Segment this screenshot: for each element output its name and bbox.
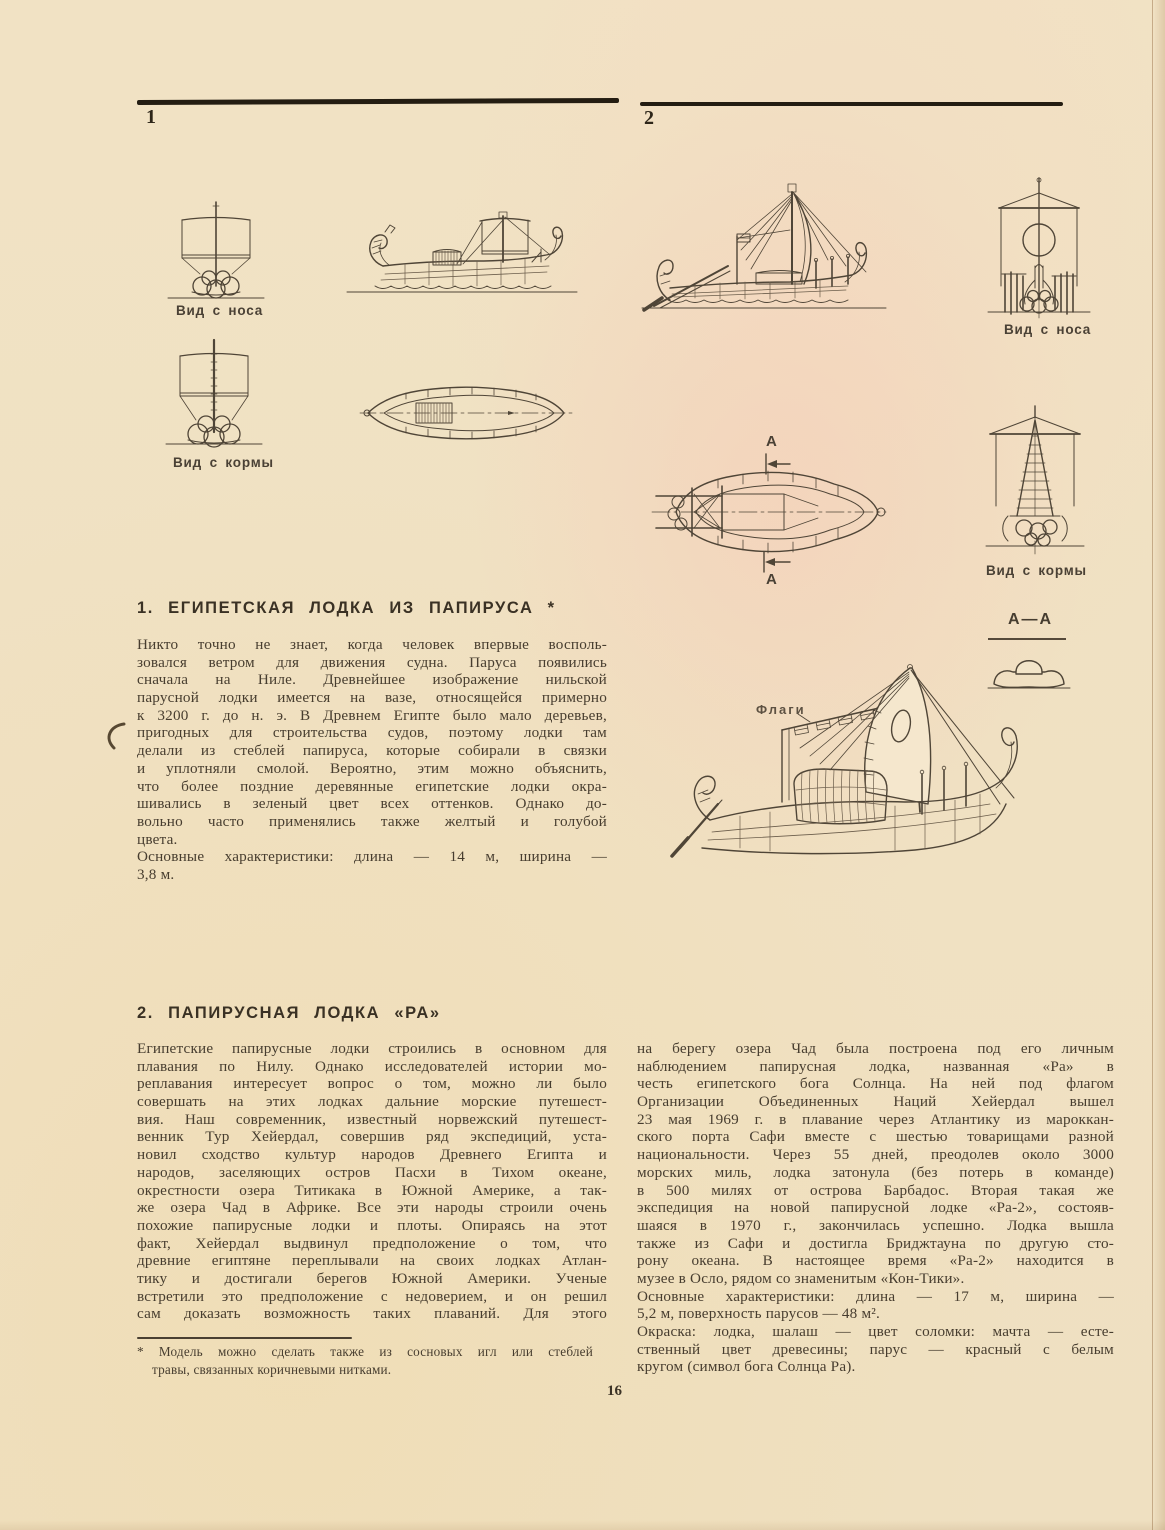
text-line: ского порта Сафи вместе с шестью товарищами разной [637,1128,1114,1146]
fig2-stern-view-label: Вид с кормы [986,563,1087,578]
fig2-flags-label: Флаги [756,702,806,717]
text-line: народов, заселяющих остров Пасхи в Тихом океане, [137,1163,607,1181]
fig1-bow-view-drawing [166,194,266,306]
section1-body [137,636,607,884]
text-line: национальности. Через 55 дней, преодолев около 3000 [637,1146,1114,1164]
text-line: Основные характеристики: длина — 14 м, ширина — [137,848,607,866]
text-line: вольно часто применялись также желтый и голубой [137,812,607,830]
text-line: честь египетского бога Солнца. На ней под флагом [637,1075,1114,1093]
text-line: сначала на Ниле. Древнейшее изображение нильской [137,671,607,689]
text-line: и уплотняли смолой. Вероятно, этим можно объяснить, [137,759,607,777]
page-edge-bottom [0,1520,1165,1530]
text-line: рону океана. В настоящее время «Ра-2» находится в [637,1252,1114,1270]
fig1-bow-view-label: Вид с носа [176,303,264,318]
fig2-section-marker-top: А [766,433,777,450]
text-line: наблюдением папирусная лодка, названная «Ра» в [637,1057,1114,1075]
fig2-perspective-drawing [670,652,1042,892]
text-line: цвета. [137,830,178,848]
text-line: пригодных для строительства судов, поэтому лодки там [137,724,607,742]
text-line: же озера Чад в Африке. Все эти народы строили очень [137,1199,607,1217]
text-line: морских миль, лодка затонула (без потерь в команде) [637,1163,1114,1181]
text-line: совершать на этих лодках дальние морские путешест- [137,1093,607,1111]
text-line: 5,2 м, поверхность парусов — 48 м². [637,1305,881,1323]
fig2-section-aa-rule [988,638,1066,640]
fig1-stern-view-label: Вид с кормы [173,455,274,470]
text-line: также из Сафи и достигла Бриджтауна по другую сто- [637,1234,1114,1252]
text-line: венник Тур Хейердал, совершив ряд экспедиций, уста- [137,1128,607,1146]
fig2-bow-view-drawing [986,174,1092,320]
section2-heading: 2. ПАПИРУСНАЯ ЛОДКА «РА» [137,1004,441,1022]
text-line: Окраска: лодка, шалаш — цвет соломки: мачта — есте- [637,1323,1114,1340]
text-line: шивались в зеленый цвет всех оттенков. Однако до- [137,795,607,813]
text-line: реплавания интересует вопрос о том, можно ли было [137,1075,607,1093]
text-line: Основные характеристики: длина — 17 м, ширина — [637,1287,1114,1305]
footnote-line-1: * Модель можно сделать также из сосновых игл или стеблей [137,1344,593,1359]
text-line: вия. Наш современник, известный норвежский путешест- [137,1110,607,1128]
text-line: факт, Хейердал выдвинул предположение о том, что [137,1234,607,1252]
text-line: Организации Объединенных Наций Хейердал вышел [637,1093,1114,1111]
section1-heading: 1. ЕГИПЕТСКАЯ ЛОДКА ИЗ ПАПИРУСА * [137,599,556,617]
text-line: делали из стеблей папируса, которые собирали в связки [137,742,607,760]
text-line: окрестности озера Титикака в Южной Америке, а так- [137,1181,607,1199]
text-line: что более поздние деревянные египетские лодки окра- [137,777,607,795]
fig1-stern-view-drawing [164,334,264,454]
footnote-line-2: травы, связанных коричневыми нитками. [152,1362,392,1377]
text-line: на берегу озера Чад была построена под его личным [637,1040,1114,1057]
section2-right-column [637,1040,1114,1376]
text-line: музее в Осло, рядом со знаменитым «Кон-Тики». [637,1269,965,1287]
text-line: ственный цвет древесины; парус — красный с белым [637,1340,1114,1358]
fig2-section-aa-label: А—А [1008,611,1054,628]
section2-left-column [137,1040,607,1323]
text-line: плавания по Нилу. Однако исследователей истории мо- [137,1057,607,1075]
text-line: в 500 милях от острова Барбадос. Вторая такая же [637,1181,1114,1199]
text-line: древние египтяне переплывали на своих лодках Атлан- [137,1252,607,1270]
text-line: Египетские папирусные лодки строились в основном для [137,1040,607,1057]
header-rule-left [137,98,619,105]
text-line: Никто точно не знает, когда человек впервые восполь- [137,636,607,653]
fig1-side-view-drawing [345,204,579,299]
text-line: к 3200 г. до н. э. В Древнем Египте было мало деревьев, [137,706,607,724]
page-number: 16 [607,1383,622,1399]
header-rule-right [640,102,1063,106]
text-line: 23 мая 1969 г. в плавание через Атлантику из мароккан- [637,1110,1114,1128]
fig2-section-marker-bottom: А [766,571,777,588]
figure-number-2: 2 [644,107,654,129]
fig2-stern-view-drawing [984,404,1086,556]
figure-number-1: 1 [146,106,156,128]
footnote-rule [137,1337,352,1339]
text-line: новил сходство культур народов Древнего Египта и [137,1146,607,1164]
text-line: кругом (символ бога Солнца Ра). [637,1358,856,1376]
pen-mark [102,720,128,752]
fig2-side-view-drawing [640,176,888,316]
text-line: сам доказать возможность таких плаваний. Для этого [137,1305,607,1323]
text-line: 3,8 м. [137,865,175,883]
text-line: встретили это предположение с недоверием, и он решил [137,1287,607,1305]
text-line: парусной лодки имеется на вазе, относящейся примерно [137,689,607,707]
page-edge-right [1152,0,1165,1530]
text-line: похожие папирусные лодки и плоты. Опираясь на этот [137,1216,607,1234]
text-line: зовался ветром для движения судна. Паруса появились [137,653,607,671]
fig2-bow-view-label: Вид с носа [1004,322,1092,337]
fig1-plan-view-drawing [358,381,576,445]
text-line: тику и достигали берегов Южной Америки. Ученые [137,1269,607,1287]
text-line: шаяся в 1970 г., закончилась успешно. Лодка вышла [637,1216,1114,1234]
text-line: экспедиция на новой папирусной лодке «Ра-2», состояв- [637,1199,1114,1217]
